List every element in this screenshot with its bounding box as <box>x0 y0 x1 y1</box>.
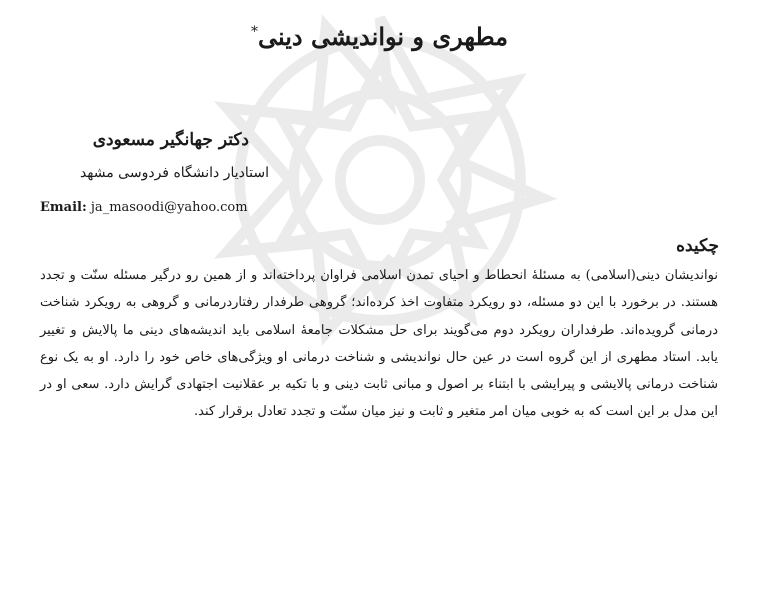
paper-title <box>0 22 759 51</box>
abstract-body: نواندیشان دینی(اسلامی) به مسئلهٔ انحطاط و احیای تمدن اسلامی فراوان پرداخته‌اند و از همین رو درگیر مسئله سنّت و تجدد هستند. در برخورد با این دو مسئله، دو رویکرد متفاوت اخذ کرده‌اند؛ گروهی طرفدار رفتاردرمانی و گروهی به رویکرد شناخت درمانی گرویده‌اند. طرفداران رویکرد دوم می‌گویند برای حل مشکلات جامعهٔ اسلامی باید اندیشه‌های دینی ما پالایش و تغییر یابد. استاد مطهری از این گروه است در عین حال نواندیشی و شناخت درمانی او ویژگی‌های خاص خود را دارد. او به یک نوع شناخت درمانی پالایشی و پیرایشی با ابتناء بر اصول و مبانی ثابت دینی و با تکیه بر عقلانیت اجتهادی گرایش دارد. سعی او در این مدل بر این است که به خوبی میان امر متغیر و ثابت و نیز میان سنّت و تجدد تعادل برقرار کند. <box>40 268 718 420</box>
author-affiliation: استادیار دانشگاه فردوسی مشهد <box>79 165 269 181</box>
paper-title-text: مطهری و نواندیشی دینی <box>257 22 509 51</box>
email-address: ja_masoodi@yahoo.com <box>90 200 248 215</box>
abstract-heading: چکیده <box>676 236 719 256</box>
title-footnote-mark: * <box>250 24 258 40</box>
author-email <box>40 200 248 215</box>
email-label: Email: <box>40 200 87 215</box>
author-name: دکتر جهانگیر مسعودی <box>92 130 249 150</box>
